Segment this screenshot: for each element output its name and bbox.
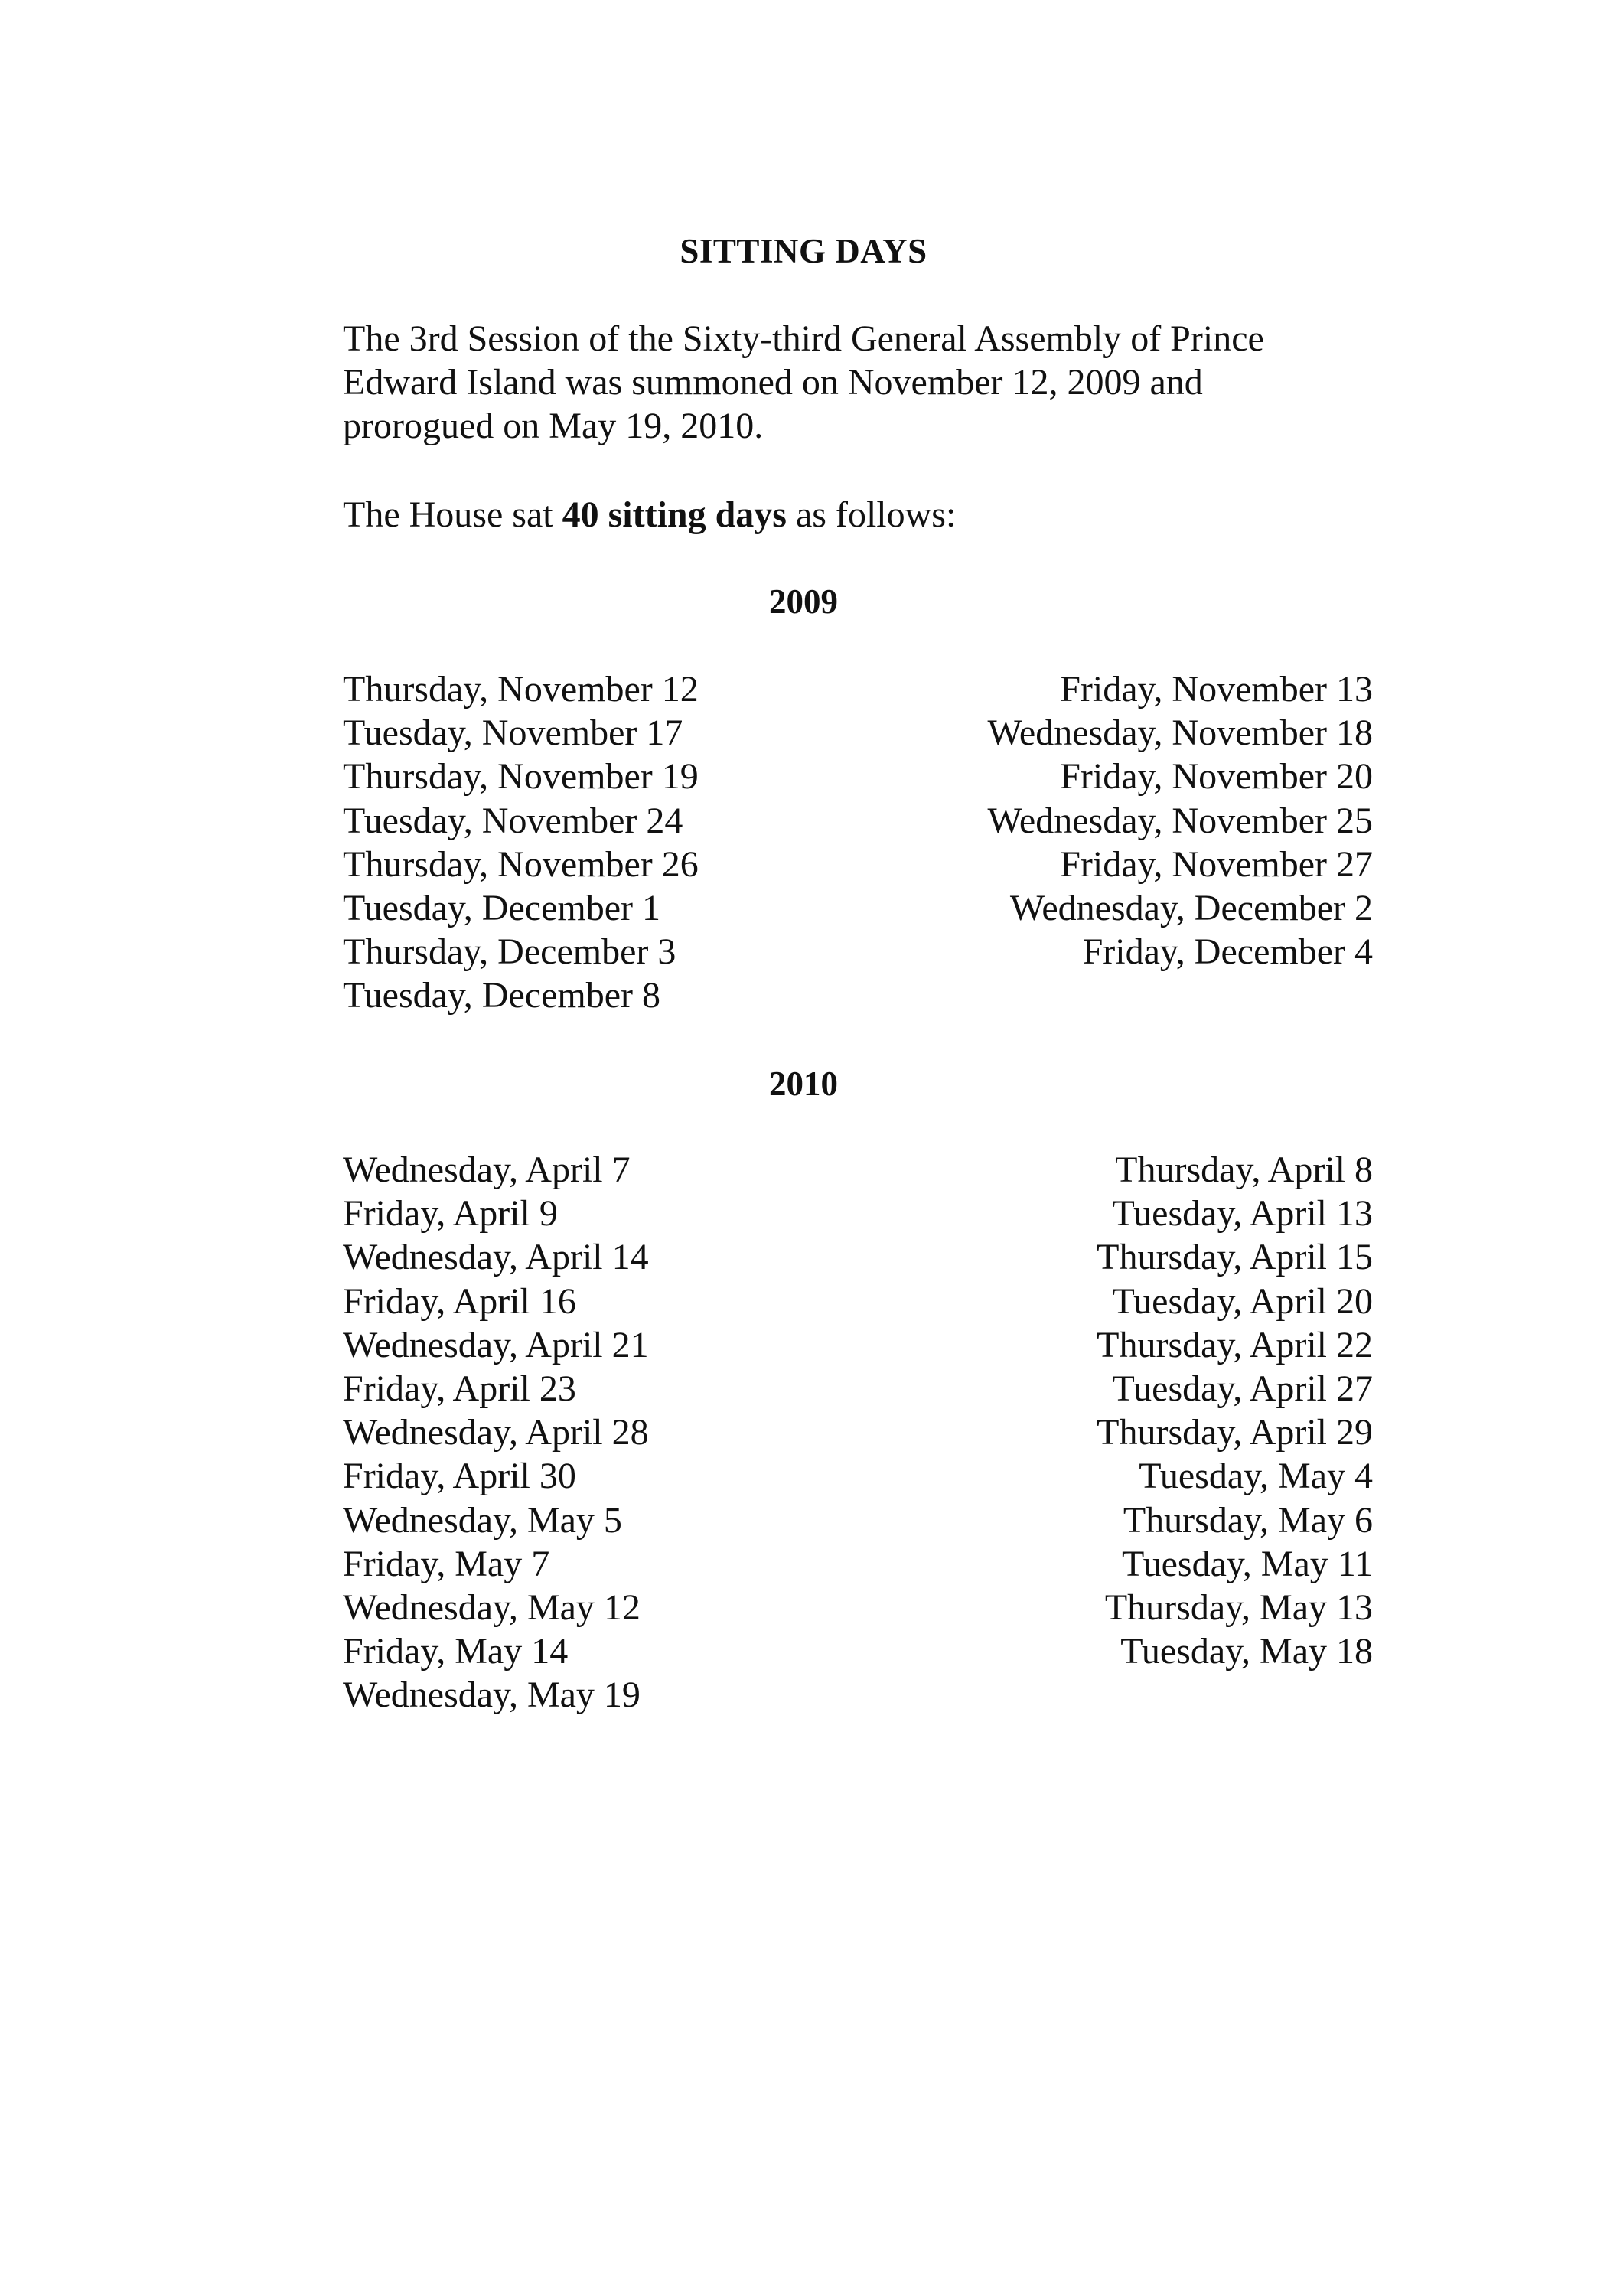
day-entry-right: Thursday, April 8	[1115, 1150, 1373, 1190]
day-row	[343, 843, 1373, 886]
day-entry-left: Wednesday, May 12	[343, 1587, 641, 1628]
day-entry-right: Wednesday, November 25	[987, 800, 1373, 841]
day-row	[343, 755, 1373, 798]
day-row	[343, 1411, 1373, 1454]
day-entry-left: Tuesday, December 8	[343, 975, 661, 1016]
day-row	[343, 1235, 1373, 1279]
day-entry-right: Friday, December 4	[1082, 931, 1373, 973]
day-entry-left: Wednesday, April 7	[343, 1150, 631, 1190]
day-entry-right: Tuesday, April 27	[1112, 1368, 1373, 1409]
year-heading-2010: 2010	[769, 1065, 838, 1103]
day-entry-left: Friday, April 23	[343, 1368, 576, 1409]
day-row	[343, 1367, 1373, 1411]
summary-prefix: The House sat	[343, 494, 562, 535]
day-entry-right: Tuesday, April 20	[1112, 1280, 1373, 1322]
day-entry-left: Friday, April 9	[343, 1193, 558, 1234]
day-entry-left: Tuesday, November 17	[343, 713, 683, 754]
day-row	[343, 667, 1373, 711]
day-row	[343, 930, 1373, 974]
intro-line-2: Edward Island was summoned on November 12, 2009 and	[343, 362, 1203, 403]
day-entry-left: Friday, May 7	[343, 1543, 550, 1584]
day-entry-left: Wednesday, April 28	[343, 1412, 649, 1453]
day-entry-right: Tuesday, May 18	[1120, 1631, 1373, 1672]
day-entry-right: Friday, November 13	[1060, 669, 1373, 709]
day-entry-right: Friday, November 27	[1060, 843, 1373, 885]
summary-suffix: as follows:	[786, 494, 957, 535]
intro-line-1: The 3rd Session of the Sixty-third General Assembly of Prince	[343, 318, 1264, 359]
page-title: SITTING DAYS	[680, 232, 927, 270]
day-entry-left: Thursday, November 12	[343, 669, 699, 709]
day-entry-right: Thursday, April 29	[1097, 1412, 1373, 1453]
day-row	[343, 1323, 1373, 1367]
day-entry-left: Friday, May 14	[343, 1631, 569, 1672]
day-entry-right: Tuesday, May 4	[1139, 1456, 1373, 1497]
day-entry-left: Wednesday, April 14	[343, 1237, 649, 1278]
day-row	[343, 1673, 1373, 1717]
day-entry-right: Friday, November 20	[1060, 756, 1373, 797]
day-row	[343, 1454, 1373, 1498]
day-entry-left: Wednesday, April 21	[343, 1324, 649, 1365]
day-entry-right: Wednesday, November 18	[987, 713, 1373, 754]
day-entry-left: Thursday, November 26	[343, 843, 699, 885]
day-entry-right: Thursday, May 13	[1104, 1587, 1373, 1628]
intro-line-3: prorogued on May 19, 2010.	[343, 406, 764, 446]
day-entry-left: Wednesday, May 5	[343, 1499, 622, 1541]
day-row	[343, 1148, 1373, 1192]
day-entry-right: Wednesday, December 2	[1009, 887, 1373, 928]
day-entry-right: Thursday, April 15	[1097, 1237, 1373, 1278]
day-entry-left: Thursday, December 3	[343, 931, 676, 973]
day-entry-left: Thursday, November 19	[343, 756, 699, 797]
day-row	[343, 1629, 1373, 1673]
sitting-days-list-2009	[343, 667, 1373, 1018]
day-row	[343, 1542, 1373, 1586]
day-row	[343, 1499, 1373, 1542]
summary-highlight: 40 sitting days	[562, 494, 787, 535]
summary-paragraph	[343, 493, 1414, 536]
year-heading-2009: 2009	[769, 582, 838, 621]
day-entry-right: Thursday, April 22	[1097, 1324, 1373, 1365]
day-row	[343, 974, 1373, 1017]
day-entry-right: Tuesday, May 11	[1121, 1543, 1373, 1584]
day-row	[343, 1586, 1373, 1629]
day-entry-left: Friday, April 30	[343, 1456, 576, 1497]
day-entry-left: Friday, April 16	[343, 1280, 576, 1322]
day-row	[343, 799, 1373, 843]
day-row	[343, 711, 1373, 755]
sitting-days-list-2010	[343, 1148, 1373, 1717]
day-entry-left: Tuesday, December 1	[343, 887, 661, 928]
day-entry-right: Thursday, May 6	[1123, 1499, 1373, 1541]
day-row	[343, 1280, 1373, 1323]
intro-paragraph	[343, 317, 1414, 448]
day-row	[343, 1192, 1373, 1235]
day-entry-left: Tuesday, November 24	[343, 800, 683, 841]
day-row	[343, 886, 1373, 930]
day-entry-left: Wednesday, May 19	[343, 1675, 641, 1716]
day-entry-right: Tuesday, April 13	[1112, 1193, 1373, 1234]
